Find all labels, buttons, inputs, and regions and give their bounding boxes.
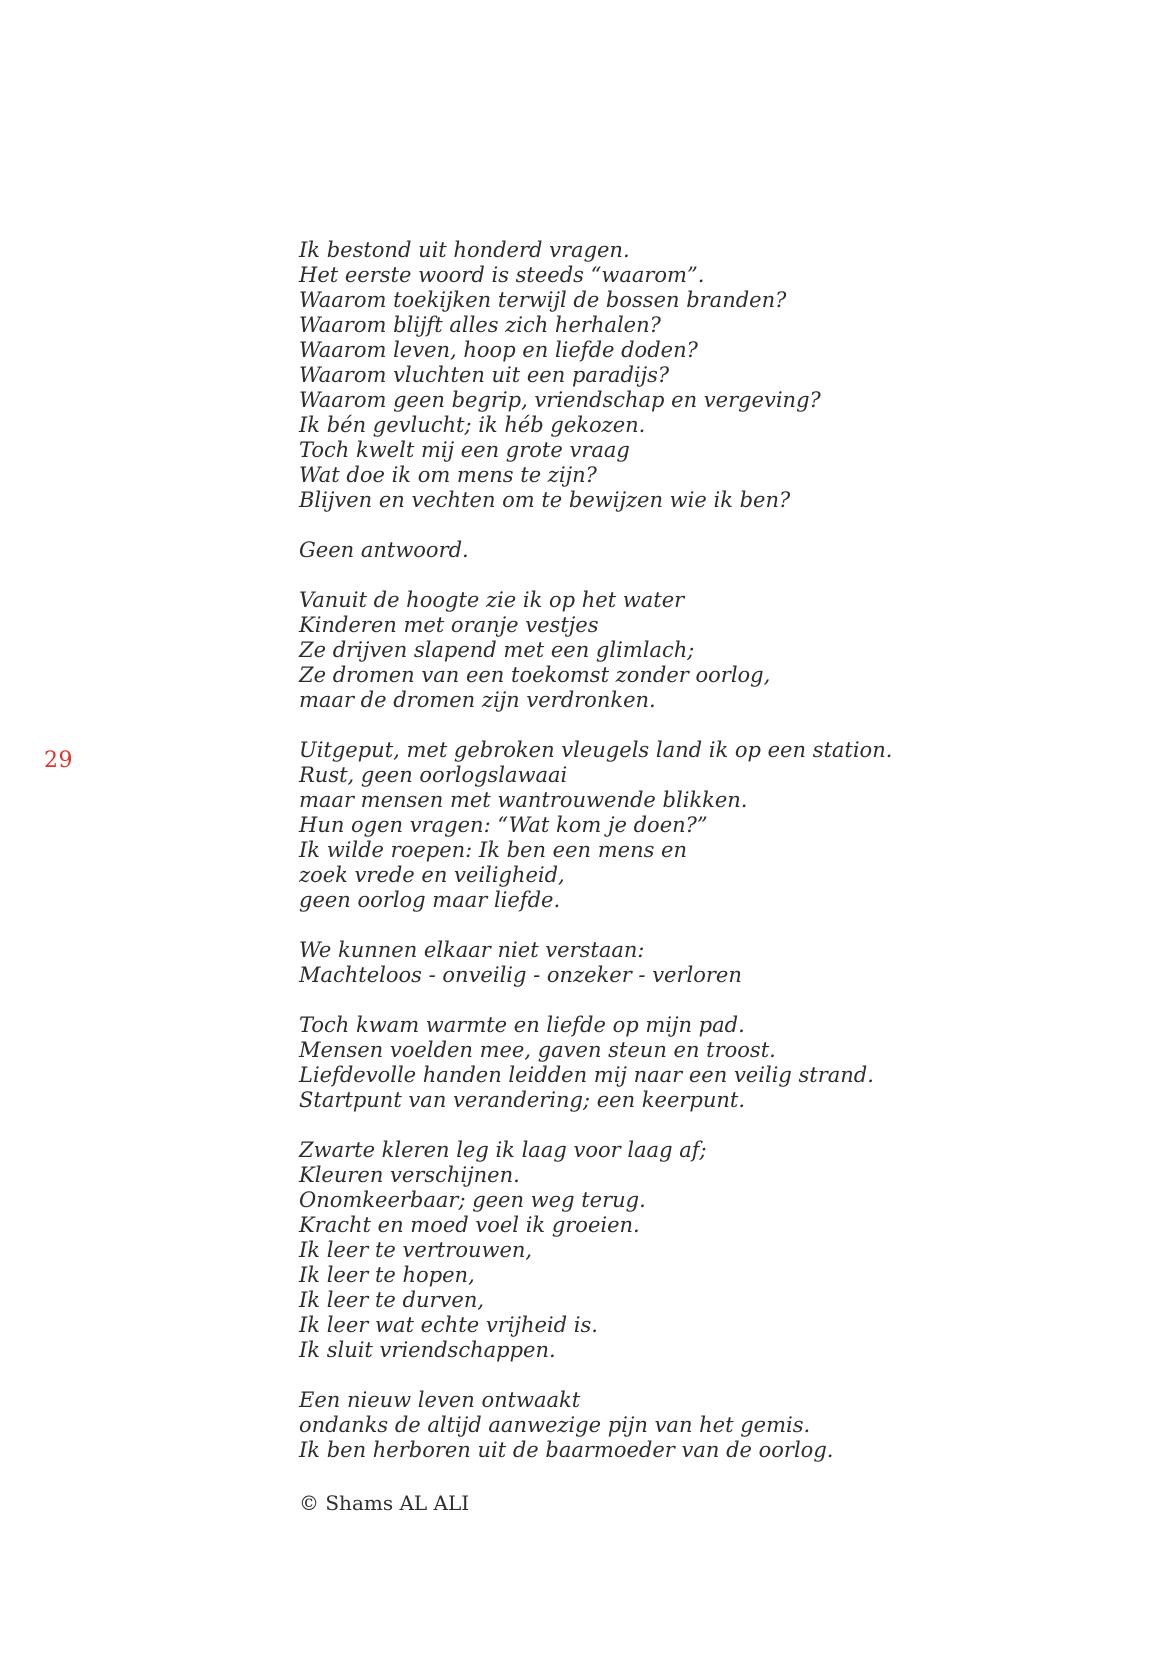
stanza	[299, 588, 1119, 713]
poem-line: Mensen voelden mee, gaven steun en troost.	[299, 1038, 776, 1062]
page-number: 29	[44, 748, 73, 773]
poem-line: Onomkeerbaar; geen weg terug.	[299, 1188, 646, 1212]
poem-line: Ik wilde roepen: Ik ben een mens en	[299, 838, 687, 862]
poem-line: Ze dromen van een toekomst zonder oorlog,	[299, 663, 771, 687]
poem-line: Toch kwam warmte en liefde op mijn pad.	[299, 1013, 745, 1037]
poem-line: maar de dromen zijn verdronken.	[299, 688, 656, 712]
poem-line: Kracht en moed voel ik groeien.	[299, 1213, 640, 1237]
poem-line: Waarom blijft alles zich herhalen?	[299, 313, 661, 337]
poem-line: Waarom geen begrip, vriendschap en vergeving?	[299, 388, 821, 412]
poem-line: Een nieuw leven ontwaakt	[299, 1388, 581, 1412]
stanza	[299, 538, 1119, 563]
poem-line: Ik bestond uit honderd vragen.	[299, 238, 630, 262]
poem-line: Waarom leven, hoop en liefde doden?	[299, 338, 698, 362]
poem-line: Zwarte kleren leg ik laag voor laag af;	[299, 1138, 707, 1162]
stanza	[299, 938, 1119, 988]
poem-line: Toch kwelt mij een grote vraag	[299, 438, 630, 462]
poem-line: Ze drijven slapend met een glimlach;	[299, 638, 695, 662]
poem-line: Waarom toekijken terwijl de bossen branden?	[299, 288, 787, 312]
poem-line: Uitgeput, met gebroken vleugels land ik op een station.	[299, 738, 893, 762]
poem-line: Wat doe ik om mens te zijn?	[299, 463, 597, 487]
poem-line: Kleuren verschijnen.	[299, 1163, 520, 1187]
poem-line: Het eerste woord is steeds “waarom”.	[299, 263, 705, 287]
poem-line: maar mensen met wantrouwende blikken.	[299, 788, 748, 812]
poem-line: geen oorlog maar liefde.	[299, 888, 561, 912]
poem	[299, 238, 1119, 1488]
copyright-notice: © Shams AL ALI	[299, 1491, 470, 1515]
poem-line: Liefdevolle handen leidden mij naar een veilig strand.	[299, 1063, 874, 1087]
poem-line: Ik bén gevlucht; ik héb gekozen.	[299, 413, 646, 437]
stanza	[299, 1388, 1119, 1463]
stanza	[299, 238, 1119, 513]
poem-line: Vanuit de hoogte zie ik op het water	[299, 588, 685, 612]
poem-line: Startpunt van verandering; een keerpunt.	[299, 1088, 746, 1112]
poem-line: Ik sluit vriendschappen.	[299, 1338, 556, 1362]
poem-line: zoek vrede en veiligheid,	[299, 863, 565, 887]
poem-line: Geen antwoord.	[299, 538, 469, 562]
poem-line: Machteloos - onveilig - onzeker - verloren	[299, 963, 742, 987]
poem-line: Ik ben herboren uit de baarmoeder van de oorlog.	[299, 1438, 834, 1462]
poem-line: Kinderen met oranje vestjes	[299, 613, 599, 637]
poem-line: We kunnen elkaar niet verstaan:	[299, 938, 645, 962]
poem-line: Rust, geen oorlogslawaai	[299, 763, 568, 787]
stanza	[299, 1138, 1119, 1363]
poem-line: Blijven en vechten om te bewijzen wie ik ben?	[299, 488, 791, 512]
poem-line: Hun ogen vragen: “Wat kom je doen?”	[299, 813, 708, 837]
poem-line: Ik leer te hopen,	[299, 1263, 475, 1287]
poem-line: Ik leer te durven,	[299, 1288, 485, 1312]
poem-line: ondanks de altijd aanwezige pijn van het gemis.	[299, 1413, 811, 1437]
poem-line: Waarom vluchten uit een paradijs?	[299, 363, 670, 387]
stanza	[299, 738, 1119, 913]
poem-line: Ik leer wat echte vrijheid is.	[299, 1313, 598, 1337]
stanza	[299, 1013, 1119, 1113]
poem-line: Ik leer te vertrouwen,	[299, 1238, 533, 1262]
